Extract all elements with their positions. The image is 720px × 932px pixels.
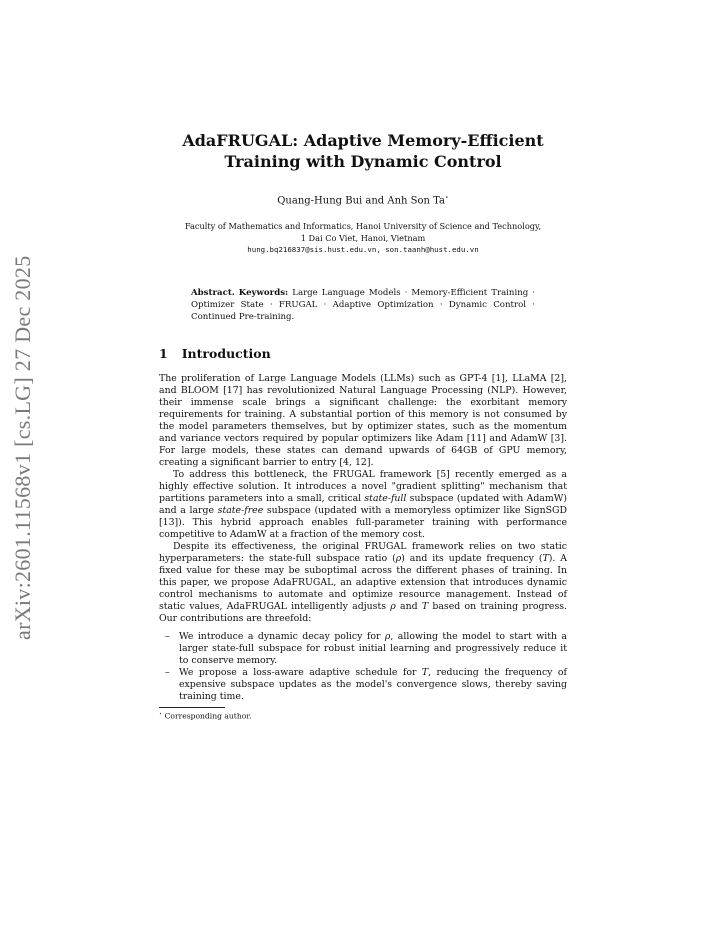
list-dash: – xyxy=(165,666,170,678)
corresponding-author-mark: ⋆ xyxy=(445,194,449,201)
footnote-rule xyxy=(159,707,225,708)
section-number: 1 xyxy=(159,345,168,361)
b1-text-b: , allowing the model to start with a larger state-full subspace for robust initial learning and progressively reduce it to conserve memory. xyxy=(179,630,567,666)
b2-symbol-t: T xyxy=(421,666,429,678)
arxiv-side-stamp: arXiv:2601.11568v1 [cs.LG] 27 Dec 2025 xyxy=(10,255,35,640)
title-line-1: AdaFRUGAL: Adaptive Memory-Efficient xyxy=(182,131,544,150)
section-heading xyxy=(159,346,567,361)
abstract-label: Abstract. xyxy=(191,288,235,299)
p2-emphasis-1: state-full xyxy=(364,492,407,504)
p3-text-e: based on training progress. Our contributions are threefold: xyxy=(159,600,568,624)
b1-symbol-rho: ρ xyxy=(384,630,391,642)
section-title: Introduction xyxy=(181,345,271,361)
affiliation-line-2: 1 Dai Co Viet, Hanoi, Vietnam xyxy=(300,233,426,244)
p2-emphasis-2: state-free xyxy=(217,504,264,516)
p3-text-a: Despite its effectiveness, the original FRUGAL framework relies on two static hyperparameters: the state-full subspace ratio ( xyxy=(159,540,567,564)
paper-title xyxy=(159,130,567,172)
p2-text-b: subspace (updated with AdamW) and a large xyxy=(159,492,567,516)
author-list xyxy=(159,194,567,206)
p3-symbol-rho-2: ρ xyxy=(390,600,396,612)
authors-text: Quang-Hung Bui and Anh Son Ta xyxy=(277,195,445,207)
keywords-label: Keywords: xyxy=(238,288,289,299)
b1-text-a: We introduce a dynamic decay policy for xyxy=(179,630,385,642)
p3-symbol-rho: ρ xyxy=(395,552,402,564)
title-line-2: Training with Dynamic Control xyxy=(224,152,502,171)
b2-text-a: We propose a loss-aware adaptive schedule for xyxy=(179,666,422,678)
paragraph-1: The proliferation of Large Language Models (LLMs) such as GPT-4 [1], LLaMA [2], and BLOOM [17] has revolutionized Natural Language Processing (NLP). However, their immense scale brings a significant challenge: the exorbitant memory requirements for training. A substantial portion of this memory is not consumed by the model parameters themselves, but by optimizer states, such as the momentum and variance vectors required by popular optimizers like Adam [11] and AdamW [3]. For large models, these states can demand upwards of 64GB of GPU memory, creating a significant barrier to entry [4, 12]. xyxy=(159,372,567,468)
p3-text-d: and xyxy=(395,600,422,612)
keywords-text: Large Language Models · Memory-Efficient Training · Optimizer State · FRUGAL · Adaptive Optimization · Dynamic Control · Continued Pre-training. xyxy=(191,288,535,322)
paragraph-2 xyxy=(159,469,567,541)
footnote xyxy=(159,711,567,721)
p2-text-c: subspace (updated with a memoryless optimizer like SignSGD [13]). This hybrid approach enables full-parameter training with performance competitive to AdamW at a fraction of the memory cost. xyxy=(159,504,567,540)
footnote-mark: ⋆ xyxy=(159,710,163,717)
author-emails[interactable]: hung.bq216837@sis.hust.edu.vn, son.taanh@hust.edu.vn xyxy=(247,245,479,255)
p3-text-c: ). A fixed value for these may be suboptimal across the different phases of training. In this paper, we propose AdaFRUGAL, an adaptive extension that introduces dynamic control mechanisms to automate and optimize resource management. Instead of static values, AdaFRUGAL intelligently adjusts xyxy=(159,552,567,612)
abstract xyxy=(191,288,535,323)
b2-text-b: , reducing the frequency of expensive subspace updates as the model's convergence slows, thereby saving training time. xyxy=(179,666,567,702)
footnote-text: Corresponding author. xyxy=(164,711,252,721)
list-dash: – xyxy=(165,630,170,642)
list-item xyxy=(159,667,567,703)
p2-text-a: To address this bottleneck, the FRUGAL framework [5] recently emerged as a highly effective solution. It introduces a novel "gradient splitting" mechanism that partitions parameters into a small, critical xyxy=(159,468,567,504)
list-item xyxy=(159,631,567,667)
p3-text-b: ) and its update frequency ( xyxy=(401,552,543,564)
affiliation-line-1: Faculty of Mathematics and Informatics, Hanoi University of Science and Technology, xyxy=(184,221,542,232)
paragraph-3 xyxy=(159,541,567,625)
section-body xyxy=(159,373,567,703)
affiliation xyxy=(159,220,567,256)
contributions-list xyxy=(159,631,567,703)
paper-page xyxy=(159,130,567,720)
p3-symbol-t-2: T xyxy=(421,600,429,612)
p3-symbol-t: T xyxy=(542,552,549,564)
